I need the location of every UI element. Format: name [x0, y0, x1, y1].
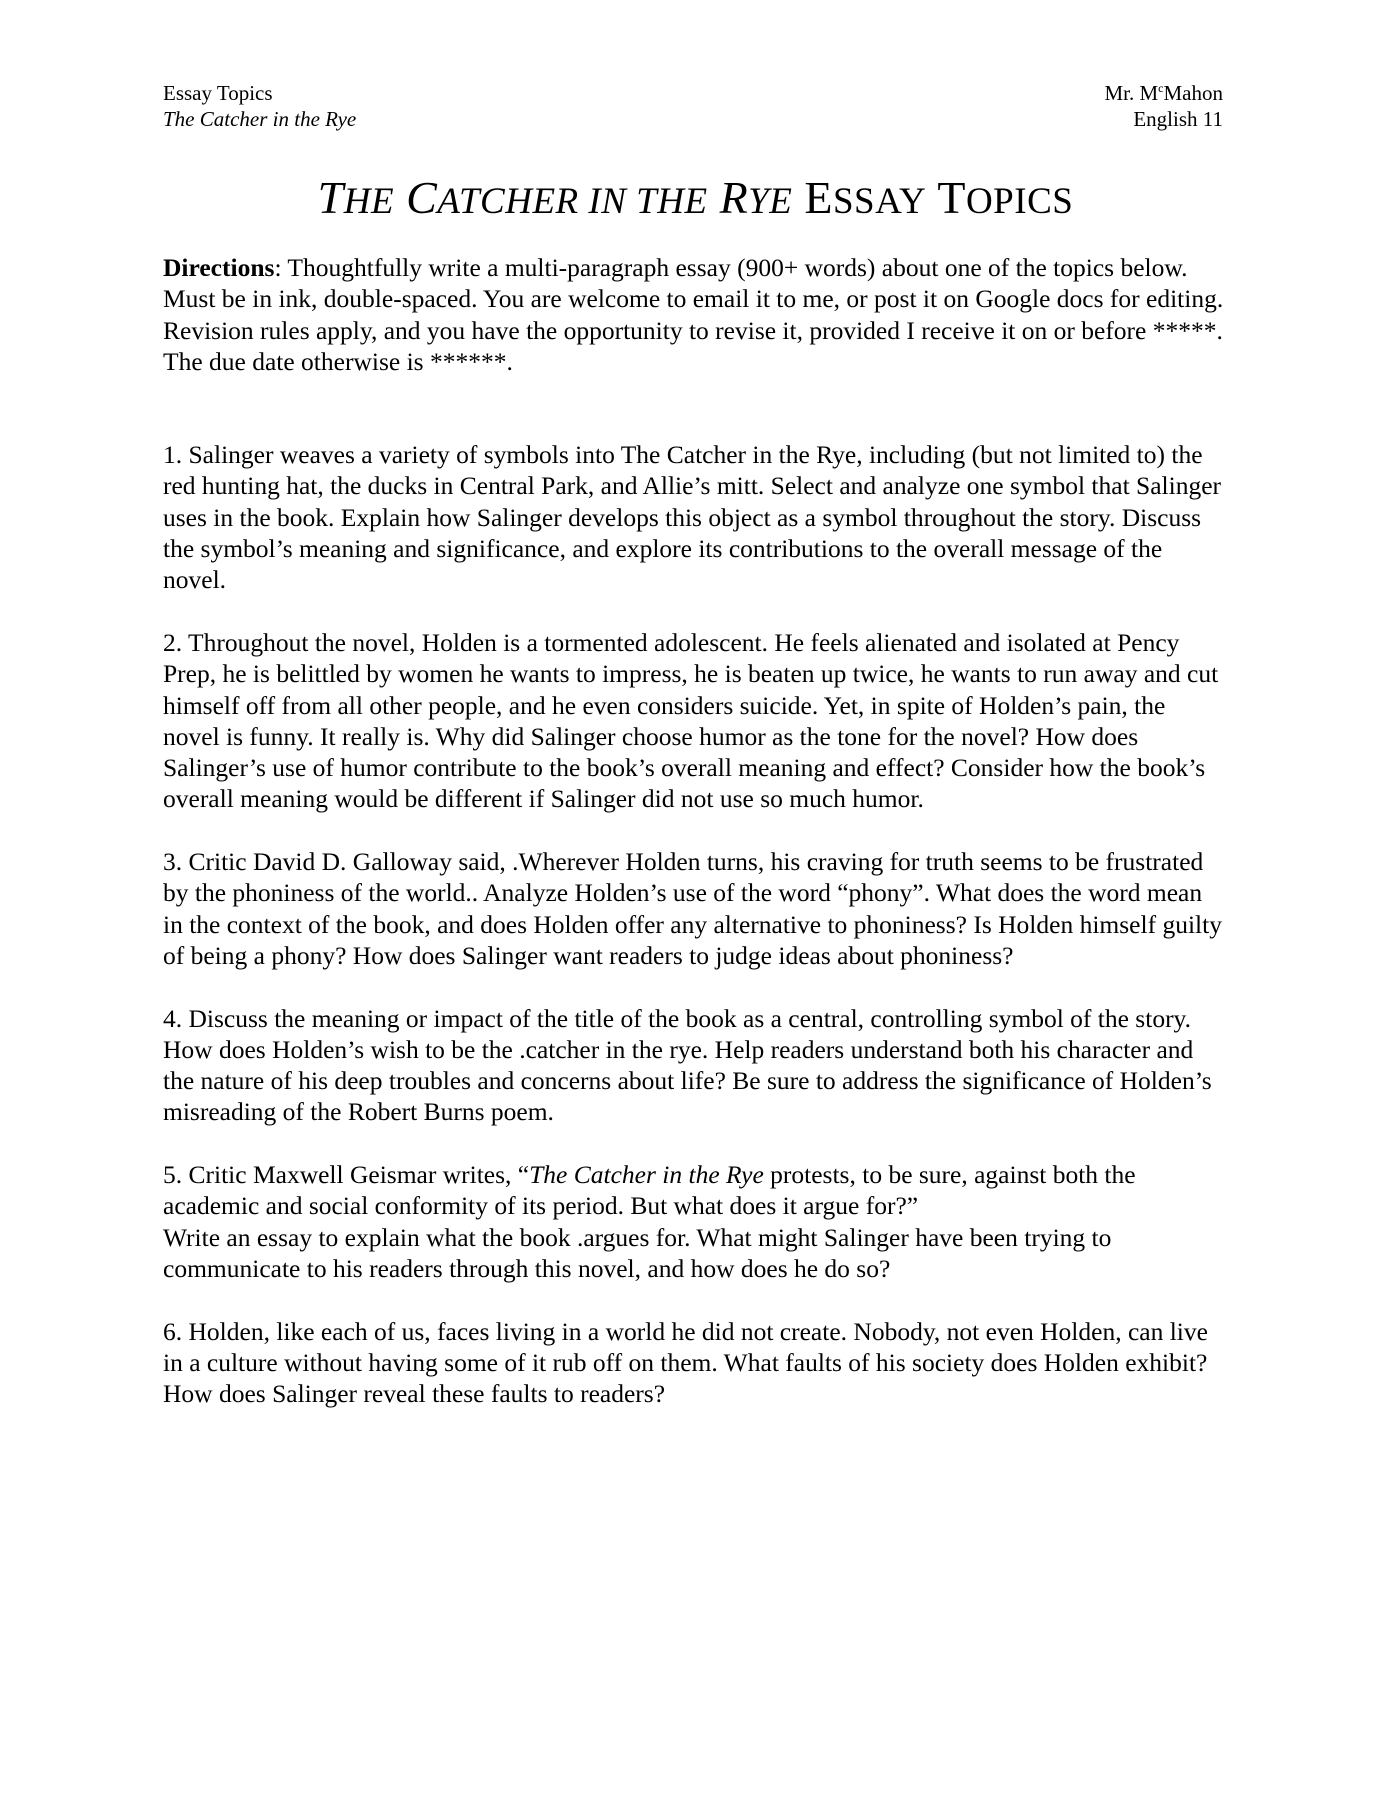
- title-r-cap: R: [719, 172, 749, 223]
- page-header: [163, 80, 1223, 132]
- topic-item-4: [163, 1003, 1228, 1128]
- title-t-sc: HE: [343, 181, 395, 222]
- topic-item-1: [163, 439, 1228, 595]
- title-essay-topics: [804, 172, 1073, 223]
- title-t-cap: T: [317, 172, 344, 223]
- directions-label: Directions: [163, 253, 275, 282]
- title-topics-sc: OPICS: [965, 181, 1074, 222]
- header-course: English 11: [1133, 107, 1223, 131]
- topic-text: 6. Holden, like each of us, faces living in a world he did not create. Nobody, not even Holden, can live in a culture without having some of it rub off on them. What faults of his society does Holden exhibit? How does Salinger reveal these faults to readers?: [163, 1316, 1208, 1409]
- topics-list: [163, 439, 1228, 1409]
- topic-text: 3. Critic David D. Galloway said, .Wherever Holden turns, his craving for truth seems to be frustrated by the phoniness of the world.. Analyze Holden’s use of the word “phony”. What does the word mean in the context of the book, and does Holden offer any alternative to phoniness? Is Holden himself guilty of being a phony? How does Salinger want readers to judge ideas about phoniness?: [163, 847, 1222, 970]
- topic5-quote: protests, to be sure, against both the academic and social conformity of its period. But what does it argue for?”: [163, 1160, 1136, 1221]
- topic5-book-title: The Catcher in the Rye: [529, 1160, 764, 1190]
- topic-item-2: [163, 627, 1228, 815]
- topic-text: [163, 1159, 1228, 1222]
- header-teacher-sup: c: [1158, 81, 1164, 95]
- header-row-2: [163, 106, 1223, 132]
- page-content: [163, 252, 1228, 1441]
- title-e-sc: SSAY: [832, 181, 927, 222]
- topic5-prefix: 5. Critic Maxwell Geismar writes, “: [163, 1160, 530, 1190]
- header-doc-type: Essay Topics: [163, 81, 273, 105]
- title-c-sc: ATCHER IN THE: [437, 181, 708, 222]
- page-title: [0, 170, 1391, 230]
- topic-text: 4. Discuss the meaning or impact of the title of the book as a central, controlling symbol of the story. How does Holden’s wish to be the .catcher in the rye. Help readers understand both his character and the nature of his deep troubles and concerns about life? Be sure to address the significance of Holden’s misreading of the Robert Burns poem.: [163, 1003, 1212, 1127]
- title-topics-cap: T: [937, 172, 966, 223]
- topic-text: 2. Throughout the novel, Holden is a tormented adolescent. He feels alienated and isolated at Pency Prep, he is belittled by women he wants to impress, he is beaten up twice, he wants to run away and cut himself off from all other people, and he even considers suicide. Yet, in spite of Holden’s pain, the novel is funny. It really is. Why did Salinger choose humor as the tone for the novel? How does Salinger’s use of humor contribute to the book’s overall meaning and effect? Consider how the book’s overall meaning would be different if Salinger did not use so much humor.: [163, 627, 1219, 814]
- title-r-sc: YE: [748, 181, 793, 222]
- topic-text: 1. Salinger weaves a variety of symbols into The Catcher in the Rye, including (but not limited to) the red hunting hat, the ducks in Central Park, and Allie’s mitt. Select and analyze one symbol that Salinger uses in the book. Explain how Salinger develops this object as a symbol throughout the story. Discuss the symbol’s meaning and significance, and explore its contributions to the overall message of the novel.: [163, 440, 1222, 595]
- title-c-cap: C: [406, 172, 438, 223]
- title-book: [318, 172, 793, 223]
- header-teacher-prefix: Mr. M: [1104, 81, 1159, 105]
- header-row-1: [163, 80, 1223, 106]
- header-teacher-name: [1104, 80, 1223, 106]
- header-teacher-suffix: Mahon: [1163, 81, 1223, 105]
- directions-text: : Thoughtfully write a multi-paragraph essay (900+ words) about one of the topics below. Must be in ink, double-spaced. You are welcome to email it to me, or post it on Google docs for editing. Revision rules apply, and you have the opportunity to revise it, provided I receive it on or before *****. The due date otherwise is ******.: [163, 253, 1224, 376]
- topic-item-3: [163, 846, 1228, 971]
- topic5-line2: Write an essay to explain what the book .argues for. What might Salinger have been trying to communicate to his readers through this novel, and how does he do so?: [163, 1222, 1112, 1283]
- directions-paragraph: [163, 252, 1228, 377]
- topic-item-5: [163, 1159, 1228, 1284]
- topic-item-6: [163, 1316, 1228, 1410]
- title-e-cap: E: [804, 172, 833, 223]
- header-book-title: The Catcher in the Rye: [163, 107, 357, 131]
